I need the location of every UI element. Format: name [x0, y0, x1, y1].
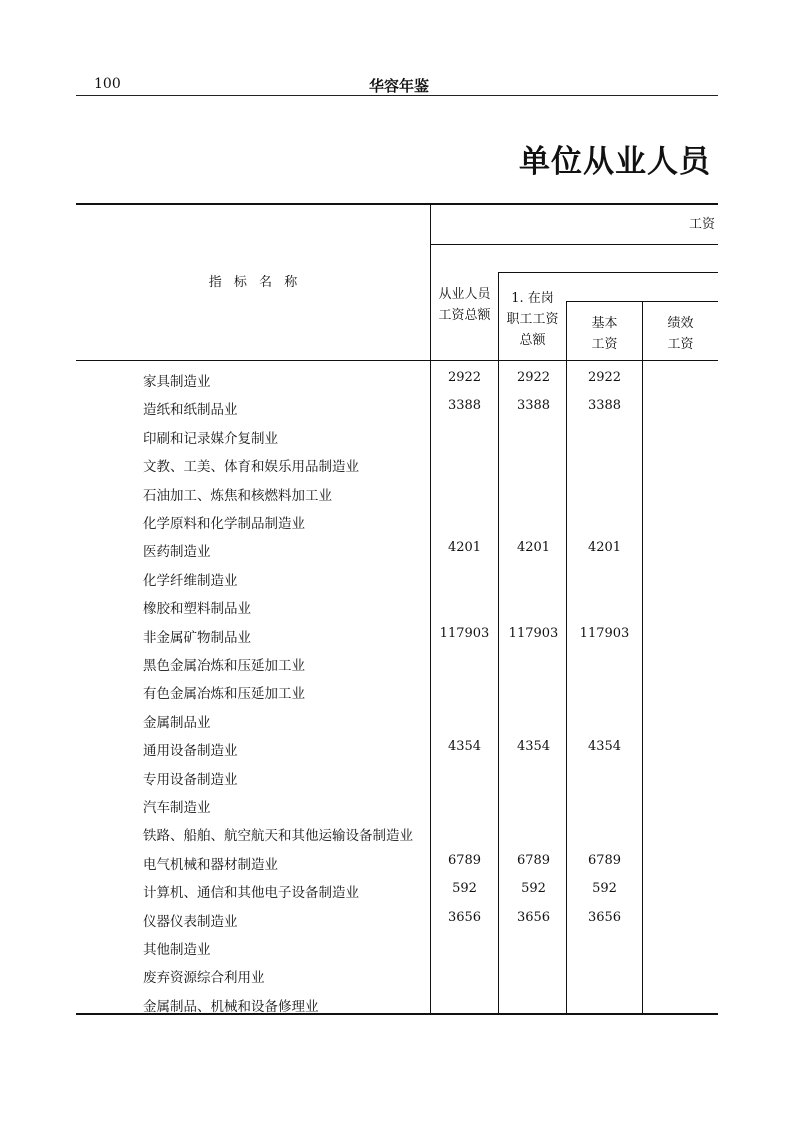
indicator-name: 计算机、通信和其他电子设备制造业 [143, 885, 359, 902]
indicator-name: 造纸和纸制品业 [143, 402, 238, 419]
table-row [76, 989, 718, 1017]
value-cell: 2922 [516, 370, 551, 385]
column-header-performance-wages: 绩效 工资 [667, 316, 694, 352]
indicator-name: 医药制造业 [143, 544, 211, 561]
column-header-onpost-wages: 1. 在岗 职工工资 总额 [506, 291, 559, 348]
value-cell: 117903 [508, 625, 559, 641]
table-row [76, 932, 718, 960]
table-row [76, 364, 718, 392]
column-header-total-wages: 从业人员 工资总额 [438, 287, 491, 323]
value-cell: 4354 [587, 739, 622, 755]
table-row [76, 960, 718, 988]
table-row [76, 506, 718, 534]
value-cell: 6789 [447, 852, 482, 868]
table-row [76, 620, 718, 648]
indicator-name: 化学纤维制造业 [143, 572, 238, 589]
value-cell: 6789 [587, 852, 622, 868]
value-cell: 592 [452, 881, 477, 897]
value-cell: 592 [592, 881, 617, 897]
table-row [76, 563, 718, 591]
table-row [76, 790, 718, 818]
indicator-name: 橡胶和塑料制品业 [143, 601, 251, 618]
table-row [76, 875, 718, 903]
column-header-basic-wages: 基本 工资 [591, 316, 618, 352]
indicator-name: 电气机械和器材制造业 [143, 856, 278, 873]
indicator-name: 家具制造业 [143, 374, 211, 390]
table-header-bottom-rule [76, 360, 718, 361]
value-cell: 4354 [516, 739, 551, 755]
value-cell: 3388 [447, 398, 482, 414]
indicator-name: 金属制品、机械和设备修理业 [143, 998, 319, 1015]
value-cell: 117903 [439, 625, 490, 641]
indicator-name: 其他制造业 [143, 942, 211, 958]
header-rule [76, 95, 718, 96]
value-cell: 3388 [516, 398, 551, 414]
value-cell: 4201 [516, 540, 551, 556]
indicator-name: 化学原料和化学制品制造业 [143, 516, 305, 532]
indicator-name: 石油加工、炼焦和核燃料加工业 [143, 487, 332, 504]
indicator-name: 仪器仪表制造业 [143, 913, 238, 930]
page-title: 单位从业人员 [519, 144, 711, 180]
table-row [76, 904, 718, 932]
indicator-name: 废弃资源综合利用业 [143, 970, 265, 987]
table-row [76, 449, 718, 477]
value-cell: 117903 [579, 625, 630, 641]
table-row [76, 676, 718, 704]
indicator-name: 黑色金属冶炼和压延加工业 [143, 658, 305, 674]
indicator-name: 文教、工美、体育和娱乐用品制造业 [143, 459, 359, 476]
table-row [76, 591, 718, 619]
table-row [76, 534, 718, 562]
table-top-rule [76, 203, 718, 205]
table-row [76, 818, 718, 846]
table-row [76, 705, 718, 733]
table-row [76, 478, 718, 506]
table-row [76, 733, 718, 761]
value-cell: 3656 [587, 909, 622, 925]
group-header-wages: 工资 [688, 217, 715, 232]
value-cell: 3656 [516, 909, 551, 925]
indicator-name: 有色金属冶炼和压延加工业 [143, 686, 305, 703]
value-cell: 2922 [587, 370, 622, 385]
indicator-name-header: 指 标 名 称 [208, 275, 298, 290]
table-row [76, 762, 718, 790]
indicator-name: 通用设备制造业 [143, 743, 238, 760]
value-cell: 4354 [447, 739, 482, 755]
table-row [76, 392, 718, 420]
indicator-name: 汽车制造业 [143, 800, 211, 816]
group-header-rule [431, 244, 718, 245]
book-title: 华容年鉴 [369, 77, 430, 95]
indicator-name: 金属制品业 [143, 714, 211, 731]
indicator-name: 专用设备制造业 [143, 771, 238, 788]
value-cell: 2922 [447, 370, 482, 385]
table-row [76, 421, 718, 449]
indicator-name: 非金属矿物制品业 [143, 629, 251, 646]
subgroup-header-rule [499, 272, 718, 273]
value-cell: 592 [521, 881, 546, 897]
page-number: 100 [94, 76, 121, 92]
value-cell: 4201 [587, 540, 622, 556]
value-cell: 3656 [447, 909, 482, 925]
value-cell: 3388 [587, 398, 622, 414]
indicator-name: 印刷和记录媒介复制业 [143, 430, 278, 447]
value-cell: 4201 [447, 540, 482, 556]
indicator-name: 铁路、船舶、航空航天和其他运输设备制造业 [143, 828, 413, 845]
table-row [76, 648, 718, 676]
table-row [76, 847, 718, 875]
value-cell: 6789 [516, 852, 551, 868]
